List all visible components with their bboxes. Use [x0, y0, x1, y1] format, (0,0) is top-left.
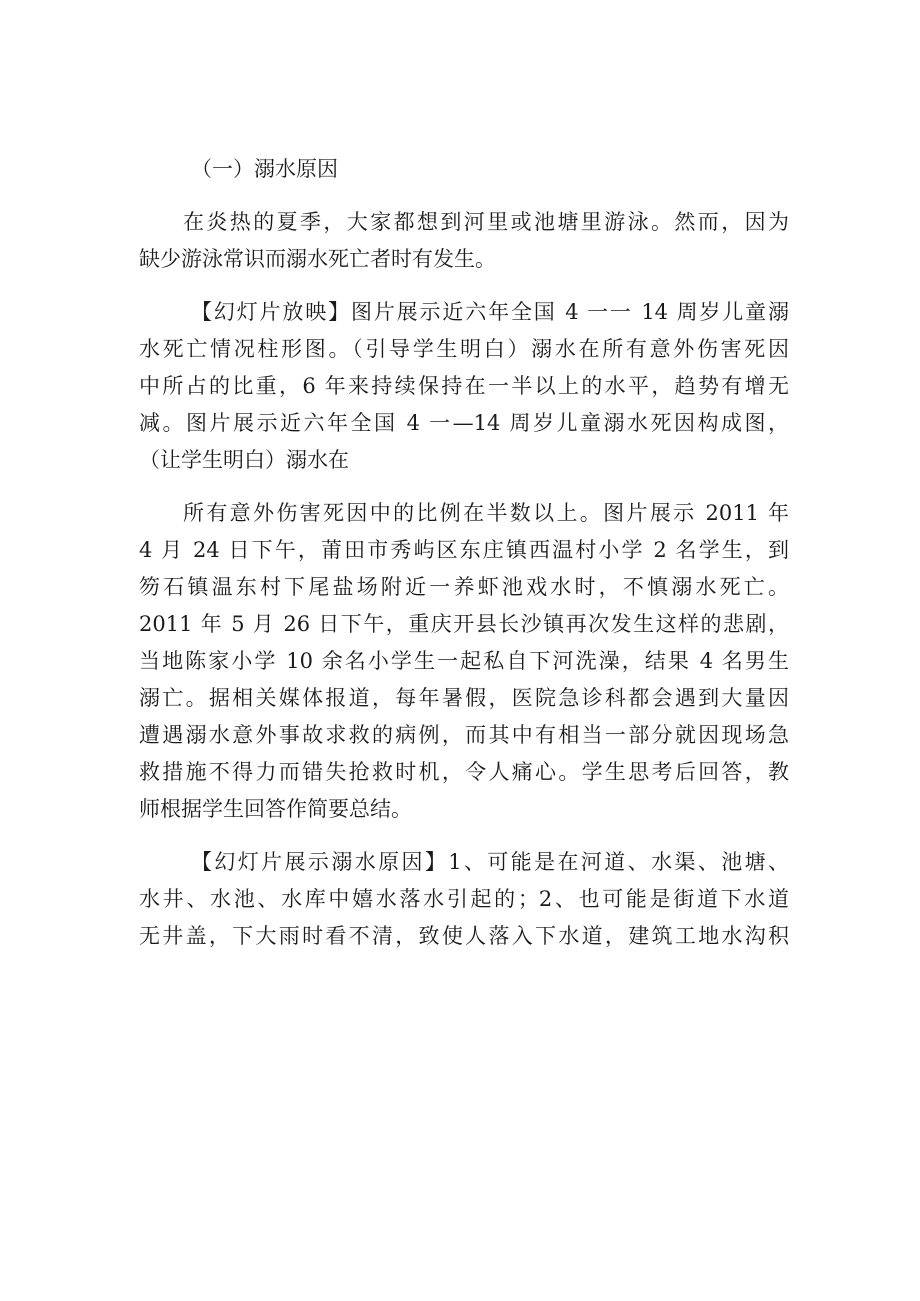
paragraph-line: 4 月 24 日下午，莆田市秀屿区东庄镇西温村小学 2 名学生，到 [139, 538, 789, 562]
paragraph-line: 救措施不得力而错失抢救时机，令人痛心。学生思考后回答，教 [139, 760, 789, 784]
paragraph-line: 笏石镇温东村下尾盐场附近一养虾池戏水时，不慎溺水死亡。 [139, 575, 789, 599]
paragraph-line: 水死亡情况柱形图。（引导学生明白）溺水在所有意外伤害死因 [139, 337, 789, 361]
section-heading-text: （一）溺水原因 [191, 157, 338, 181]
paragraph-line: 缺少游泳常识而溺水死亡者时有发生。 [139, 247, 496, 271]
paragraph-line: 所有意外伤害死因中的比例在半数以上。图片展示 2011 年 [183, 501, 789, 525]
paragraph-line: 师根据学生回答作简要总结。 [139, 797, 412, 821]
paragraph-line: 无井盖，下大雨时看不清，致使人落入下水道，建筑工地水沟积 [139, 924, 789, 948]
document-body [139, 151, 789, 955]
paragraph-line: 2011 年 5 月 26 日下午，重庆开县长沙镇再次发生这样的悲剧， [139, 612, 789, 636]
paragraph-line: 当地陈家小学 10 余名小学生一起私自下河洗澡，结果 4 名男生 [139, 649, 789, 673]
paragraph-line: 【幻灯片放映】图片展示近六年全国 4 一一 14 周岁儿童溺 [191, 300, 789, 324]
section-heading [139, 151, 789, 188]
paragraph-1 [139, 204, 789, 278]
paragraph-line: 水井、水池、水库中嬉水落水引起的；2、也可能是街道下水道 [139, 887, 789, 911]
paragraph-line: 遭遇溺水意外事故求救的病例，而其中有相当一部分就因现场急 [139, 723, 789, 747]
paragraph-line: （让学生明白）溺水在 [139, 448, 349, 472]
paragraph-line: 【幻灯片展示溺水原因】1、可能是在河道、水渠、池塘、 [191, 850, 789, 874]
paragraph-line: 在炎热的夏季，大家都想到河里或池塘里游泳。然而，因为 [183, 210, 789, 234]
paragraph-line: 中所占的比重，6 年来持续保持在一半以上的水平，趋势有增无 [139, 374, 789, 398]
paragraph-3 [139, 495, 789, 828]
paragraph-2 [139, 294, 789, 479]
paragraph-line: 减。图片展示近六年全国 4 一—14 周岁儿童溺水死因构成图， [139, 411, 789, 435]
paragraph-4 [139, 844, 789, 955]
paragraph-line: 溺亡。据相关媒体报道，每年暑假，医院急诊科都会遇到大量因 [139, 686, 789, 710]
